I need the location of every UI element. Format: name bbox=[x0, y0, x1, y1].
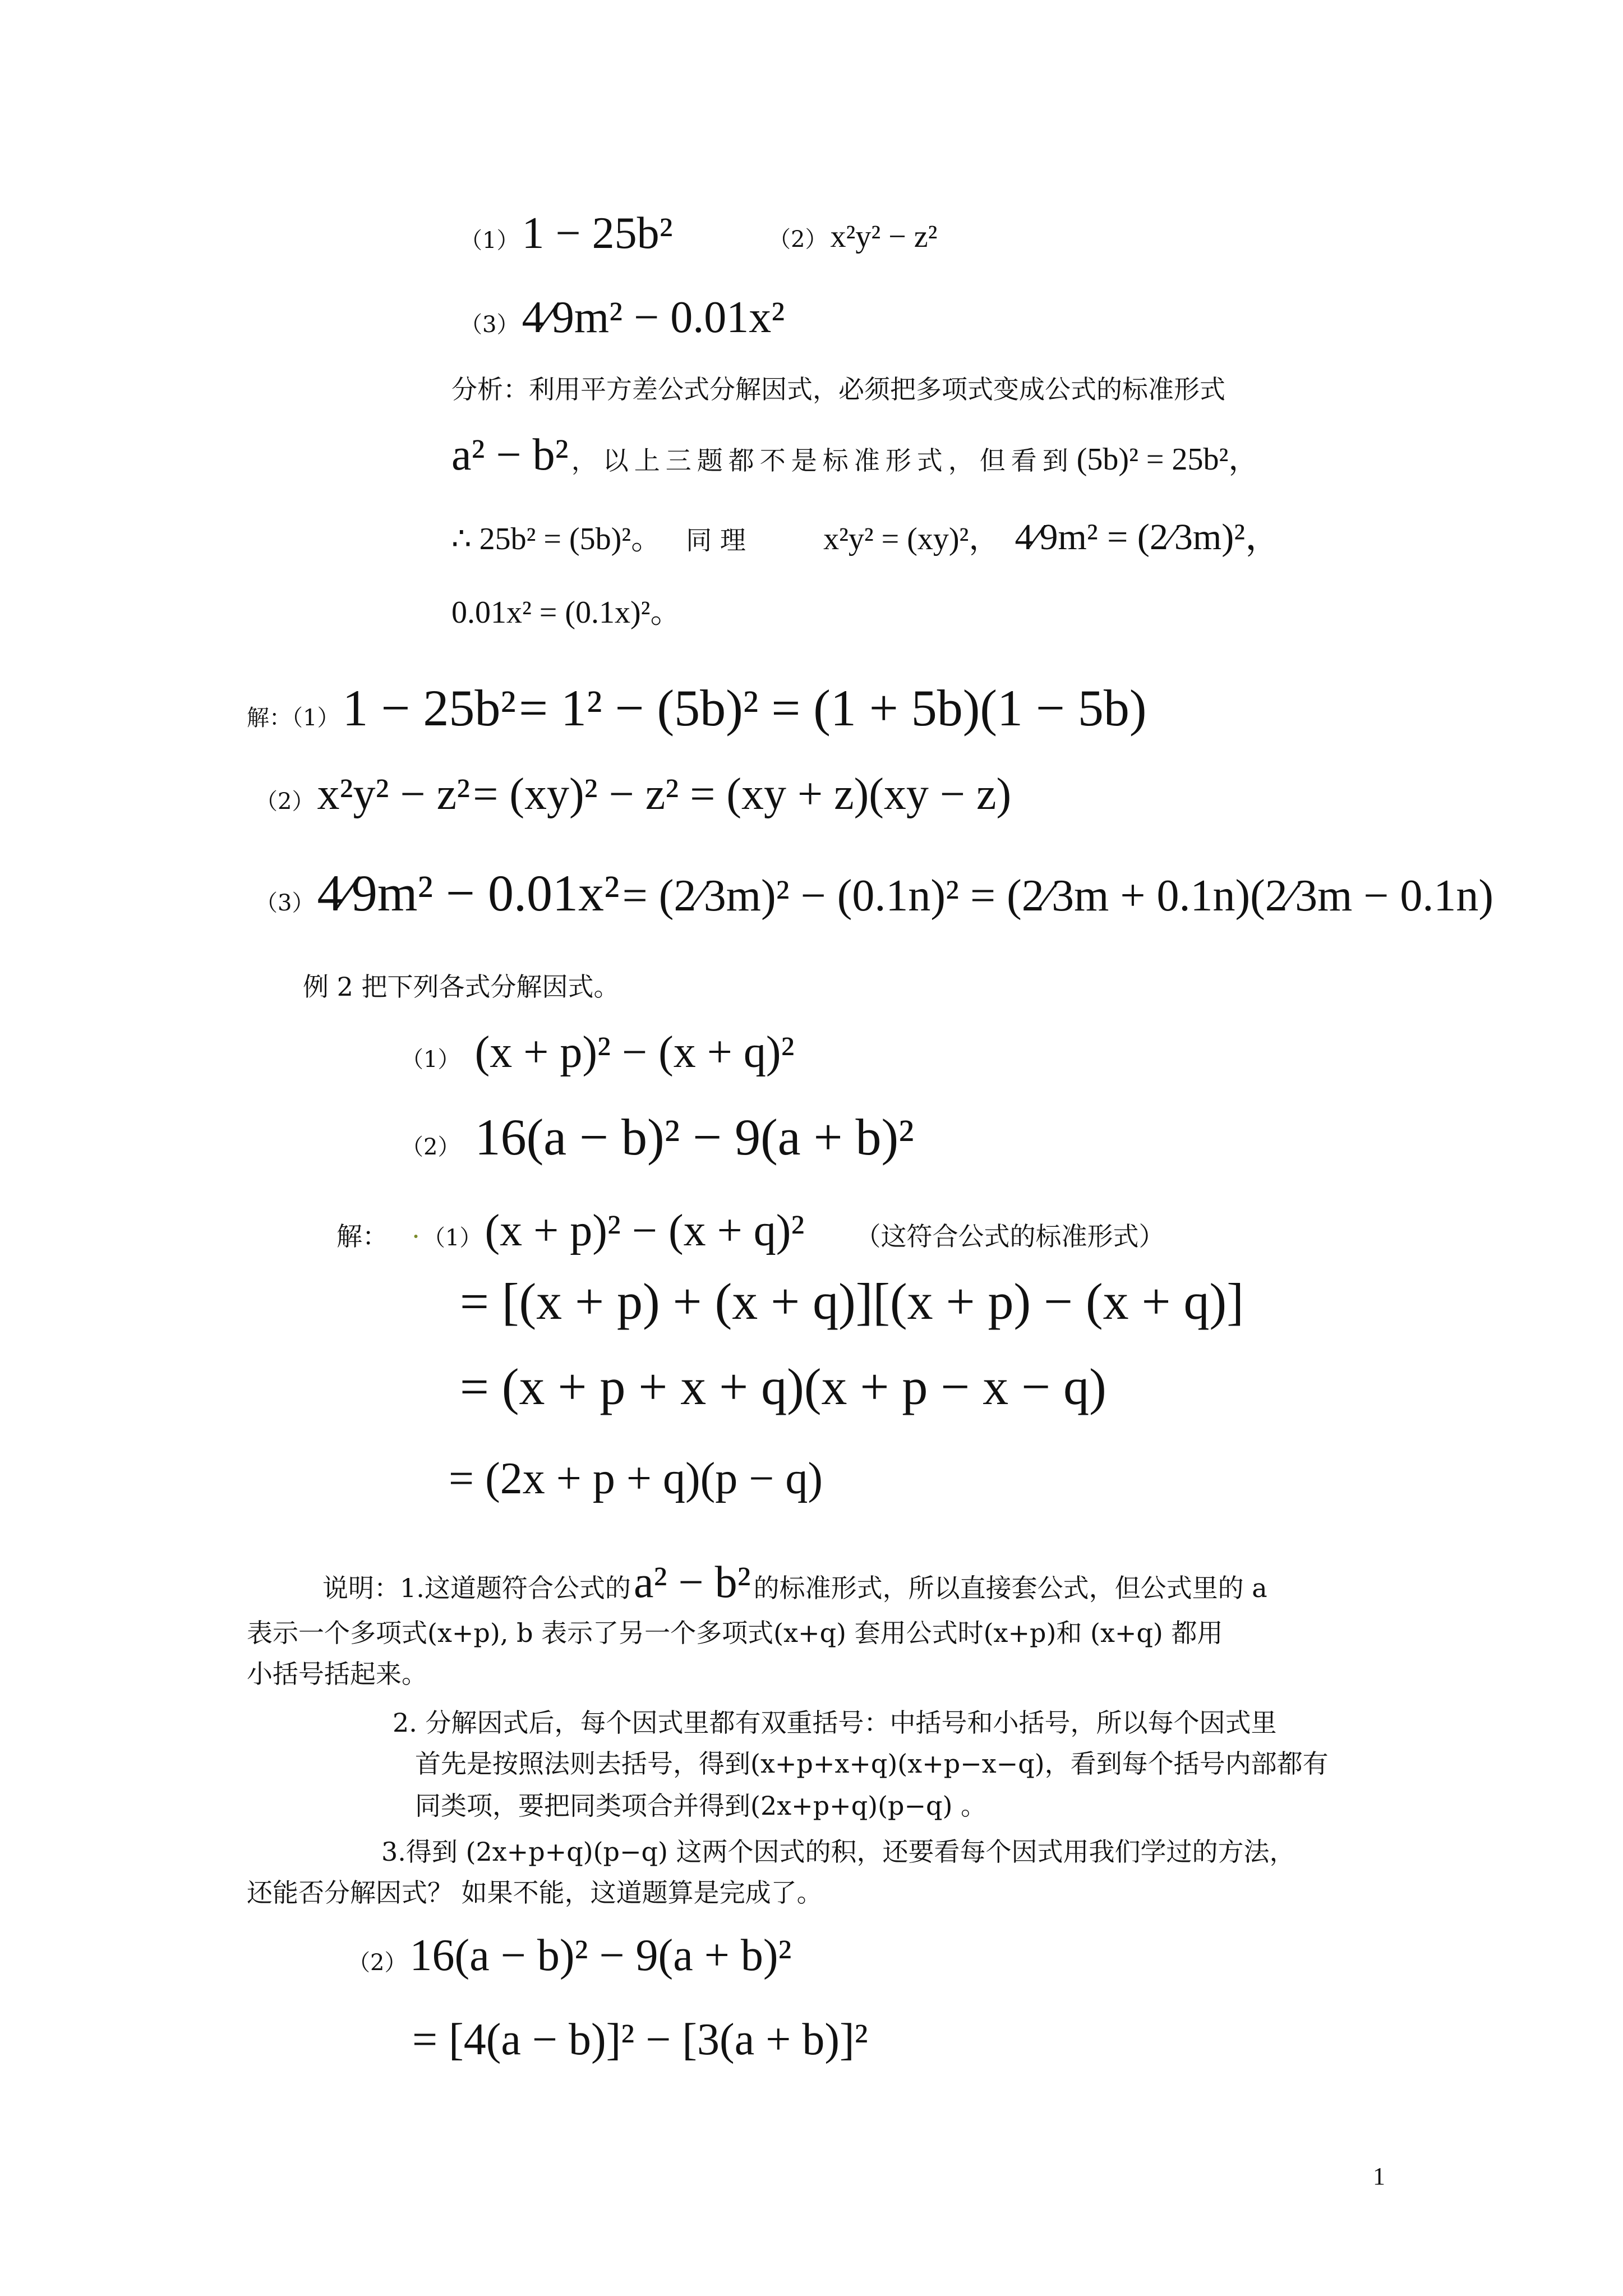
solution2-row bbox=[336, 1205, 1165, 1257]
solution1-expr3-a: 4⁄9m² − 0.01x² bbox=[317, 864, 620, 922]
intro-expr-1: 1 − 25b² bbox=[522, 209, 673, 258]
solution3-expr: 16(a − b)² − 9(a + b)² bbox=[409, 1931, 792, 1980]
intro-row-3 bbox=[460, 292, 785, 343]
solution1-label-3: （3） bbox=[255, 890, 315, 916]
solution2-note: （这符合公式的标准形式） bbox=[855, 1221, 1165, 1251]
intro-label-1: （1） bbox=[460, 228, 519, 254]
intro-row-2 bbox=[768, 219, 937, 255]
solution2-step-2: = (x + p + x + q)(x + p − x − q) bbox=[460, 1358, 1106, 1415]
solution1-expr2-b: = (xy)² − z² = (xy + z)(xy − z) bbox=[473, 770, 1012, 819]
page-number: 1 bbox=[1373, 2162, 1385, 2190]
intro-label-3: （3） bbox=[460, 312, 519, 338]
example2-expr-1: (x + p)² − (x + q)² bbox=[474, 1028, 795, 1077]
example2-label-2: （2） bbox=[401, 1134, 460, 1160]
solution2-label: 解： bbox=[336, 1221, 388, 1251]
intro-label-2: （2） bbox=[768, 227, 828, 252]
solution1-row-2 bbox=[255, 769, 1011, 820]
analysis-line-4: 0.01x² = (0.1x)²。 bbox=[451, 595, 682, 630]
analysis-line2-math: a² − b² bbox=[451, 430, 569, 480]
explanation-line-5: 首先是按照法则去括号，得到(x+p+x+q)(x+p−x−q)，看到每个括号内部都有 bbox=[415, 1749, 1329, 1779]
solution1-expr1-a: 1 − 25b² bbox=[342, 679, 517, 737]
explanation-p1-start: 说明：1.这道题符合公式的 bbox=[322, 1573, 631, 1603]
explanation-p1-end: 的标准形式，所以直接套公式，但公式里的 a bbox=[753, 1573, 1267, 1603]
solution1-expr1-b: = 1² − (5b)² = (1 + 5b)(1 − 5b) bbox=[519, 679, 1147, 737]
example2-row-2 bbox=[401, 1108, 914, 1167]
explanation-line-4: 2. 分解因式后，每个因式里都有双重括号：中括号和小括号，所以每个因式里 bbox=[393, 1708, 1277, 1738]
solution2-expr: (x + p)² − (x + q)² bbox=[485, 1206, 805, 1255]
analysis-line3-math: ∴ 25b² = (5b)²。 bbox=[451, 522, 663, 556]
intro-row-1 bbox=[460, 208, 673, 259]
solution1-expr2-a: x²y² − z² bbox=[317, 770, 471, 819]
analysis-line3-text: 同 理 bbox=[686, 525, 746, 555]
explanation-line-8: 还能否分解因式？ 如果不能，这道题算是完成了。 bbox=[247, 1878, 823, 1908]
solution1-label-2: （2） bbox=[255, 789, 315, 815]
explanation-line-3: 小括号括起来。 bbox=[247, 1659, 427, 1689]
explanation-line-1 bbox=[322, 1557, 1267, 1608]
solution3-row bbox=[348, 1930, 791, 1981]
intro-expr-2: x²y² − z² bbox=[830, 219, 938, 254]
example2-row-1 bbox=[401, 1027, 795, 1078]
solution2-step-3: = (2x + p + q)(p − q) bbox=[449, 1454, 823, 1503]
solution2-sub-label: （1） bbox=[422, 1225, 482, 1251]
solution1-row-3 bbox=[255, 864, 1493, 923]
analysis-line3-math2: x²y² = (xy)²， bbox=[823, 522, 1000, 556]
explanation-line-6: 同类项，要把同类项合并得到(2x+p+q)(p−q) 。 bbox=[415, 1791, 987, 1821]
example2-expr-2: 16(a − b)² − 9(a + b)² bbox=[474, 1108, 914, 1166]
solution1-row-1 bbox=[247, 679, 1147, 738]
example2-label-1: （1） bbox=[401, 1047, 460, 1073]
solution1-label-1: 解：（1） bbox=[247, 705, 340, 731]
analysis-line2-math2: (5b)² = 25b²， bbox=[1076, 442, 1260, 477]
analysis-line-1: 分析：利用平方差公式分解因式，必须把多项式变成公式的标准形式 bbox=[451, 374, 1225, 404]
intro-expr-3: 4⁄9m² − 0.01x² bbox=[522, 293, 785, 342]
analysis-line-2 bbox=[451, 429, 1260, 481]
solution1-expr3-b: = (2⁄3m)² − (0.1n)² = (2⁄3m + 0.1n)(2⁄3m − 0.1n) bbox=[622, 871, 1494, 921]
explanation-p1-math: a² − b² bbox=[633, 1558, 751, 1607]
explanation-line-7: 3.得到 (2x+p+q)(p−q) 这两个因式的积，还要看每个因式用我们学过的方法， bbox=[381, 1837, 1295, 1867]
analysis-line2-text: ，以上三题都不是标准形式，但看到 bbox=[571, 445, 1074, 476]
solution3-step-1: = [4(a − b)]² − [3(a + b)]² bbox=[412, 2015, 868, 2064]
analysis-line-3 bbox=[451, 516, 1282, 559]
analysis-line3-math3: 4⁄9m² = (2⁄3m)²， bbox=[1015, 517, 1283, 558]
explanation-line-2: 表示一个多项式(x+p), b 表示了另一个多项式(x+q) 套用公式时(x+p)和 (x+q) 都用 bbox=[247, 1618, 1223, 1648]
solution3-label: （2） bbox=[348, 1950, 407, 1976]
solution2-dot: · bbox=[412, 1221, 420, 1251]
example2-title: 例 2 把下列各式分解因式。 bbox=[303, 972, 620, 1002]
solution2-step-1: = [(x + p) + (x + q)][(x + p) − (x + q)] bbox=[460, 1273, 1244, 1330]
